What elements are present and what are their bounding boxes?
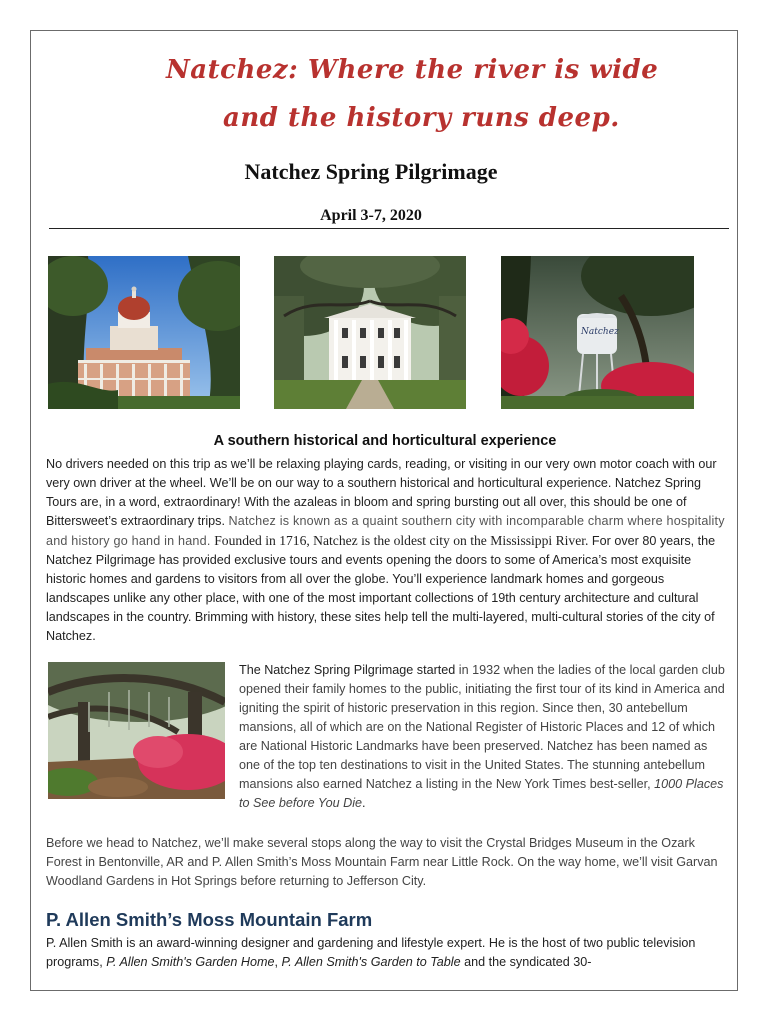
trip-paragraph — [46, 834, 726, 891]
farm-text-b: and the syndicated 30- — [460, 955, 592, 969]
event-date: April 3-7, 2020 — [320, 207, 422, 224]
trip-text: Before we head to Natchez, we’ll make several stops along the way to visit the Crystal Bridges Museum in the Ozark Forest in Bentonville, AR and P. Allen Smith’s Moss Mountain Farm near Little Rock. On the way home, we’ll visit Garvan Woodland Gardens in Hot Springs before returning to Jefferson City. — [46, 836, 718, 888]
title-divider — [49, 228, 729, 229]
farm-sep: , — [274, 955, 282, 969]
tagline-line-2: and the history runs deep. — [223, 103, 620, 133]
intro-text-c: Founded in 1716, Natchez is the oldest city on the Mississippi River. — [214, 533, 589, 548]
farm-show-1: P. Allen Smith's Garden Home — [106, 955, 275, 969]
book-title: 1000 Places to See before You Die — [239, 777, 724, 810]
stanton-hall-photo — [274, 256, 466, 409]
longwood-mansion-photo — [48, 256, 240, 409]
svg-text:Natchez: Natchez — [581, 327, 619, 337]
tagline-line-1: Natchez: Where the river is wide — [166, 55, 659, 85]
intro-text-a: No drivers needed on this trip as we’ll be relaxing playing cards, reading, or visiting in our very own motor coach with our very own driver at the wheel. We’ll be on our way to a southern historical and horticultural experience. Natchez Spring Tours are, in a word, extraordinary! With the azaleas in bloom and spring bursting out all over, this should be one of Bittersweet’s extraordinary trips. — [46, 457, 717, 528]
pilgrimage-text-end: . — [362, 796, 366, 810]
pilgrimage-text-b: in 1932 when the ladies of the local garden club opened their family homes to the public, initiating the first tour of its kind in America and igniting the spirit of historic preservation in this region. Since then, 30 antebellum mansions, all of which are on the National Register of Historic Places and 12 of which are National Historic Landmarks have been preserved. Natchez has been named as one of the top ten destinations to visit in the United States. The stunning antebellum mansions also earned Natchez a listing in the New York Times best-seller, — [239, 663, 725, 791]
document-page — [30, 30, 738, 991]
section-heading: A southern historical and horticultural experience — [213, 433, 557, 449]
pilgrimage-text-a: The Natchez Spring Pilgrimage started — [239, 663, 459, 677]
intro-text-b: Natchez is known as a quaint southern city with incomparable charm where hospitality and history go hand in hand. — [46, 514, 725, 548]
farm-text-a: P. Allen Smith is an award-winning designer and gardening and lifestyle expert. He is the host of two public television programs, — [46, 936, 696, 969]
intro-text-d: For over 80 years, the Natchez Pilgrimage has provided exclusive tours and events opening the doors to some of America’s most exquisite historic homes and gardens to visitors from all over the globe. You’ll experience landmark homes and gorgeous landscapes unlike any other place, with one of the most important collections of 19th century architecture and cultural landscapes in the country. Brimming with history, these sites help tell the multi-layered, multi-cultural stories of the city of Natchez. — [46, 534, 716, 643]
event-title: Natchez Spring Pilgrimage — [244, 159, 498, 184]
pilgrimage-paragraph — [239, 661, 725, 813]
farm-heading: P. Allen Smith’s Moss Mountain Farm — [46, 909, 373, 930]
intro-paragraph — [46, 455, 726, 646]
natchez-water-tower-photo — [501, 256, 694, 409]
oak-avenue-azaleas-photo — [48, 662, 225, 799]
farm-show-2: P. Allen Smith's Garden to Table — [281, 955, 461, 969]
farm-paragraph — [46, 934, 726, 972]
